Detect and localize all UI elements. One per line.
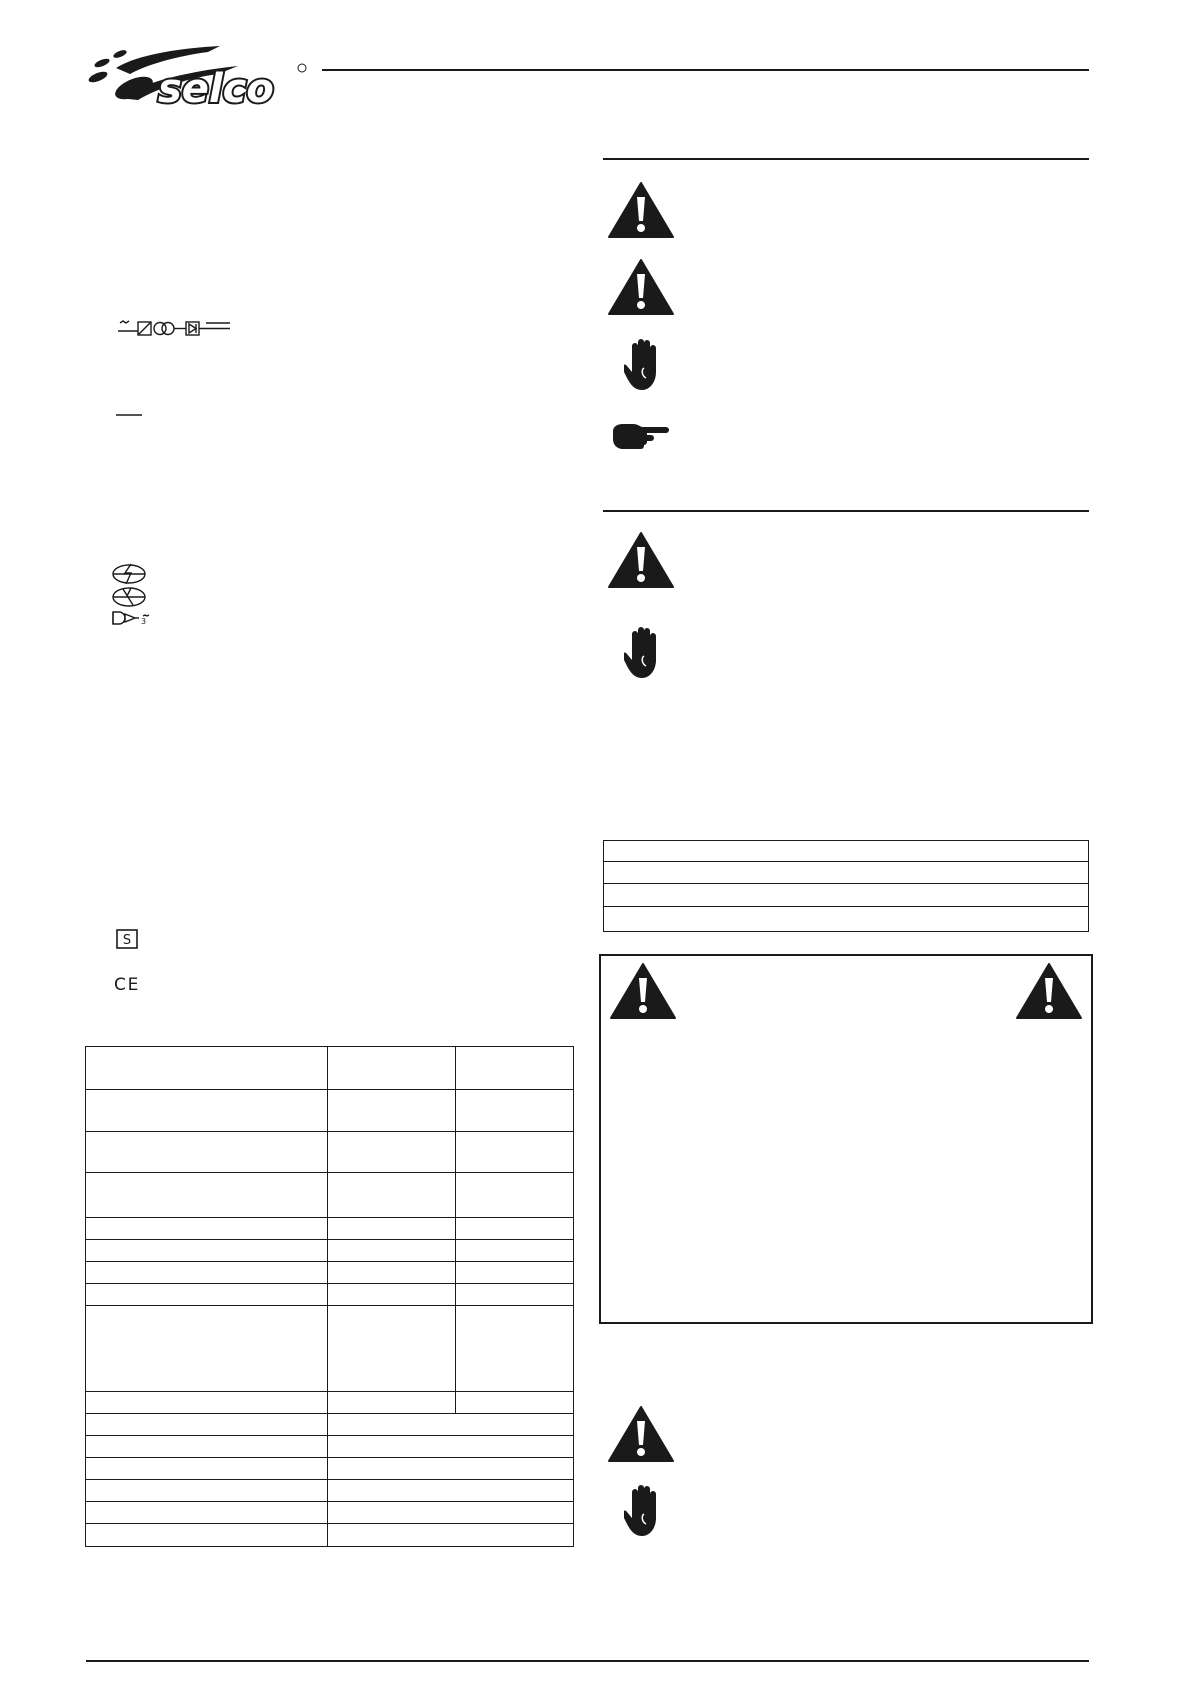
table-row	[86, 1132, 574, 1173]
warning-triangle-icon	[607, 258, 675, 316]
mma-welding-icon	[111, 563, 147, 585]
table-row	[86, 1414, 574, 1436]
ce-mark-icon	[114, 975, 140, 993]
stop-hand-icon	[624, 626, 660, 680]
s-mark-icon	[116, 929, 138, 949]
table-row	[86, 1392, 574, 1414]
table-row	[86, 1047, 574, 1090]
table-row	[86, 1240, 574, 1262]
section-rule	[603, 158, 1089, 160]
table-row	[86, 1436, 574, 1458]
table-row	[86, 1524, 574, 1547]
dc-output-icon	[116, 412, 142, 420]
table-row	[86, 1458, 574, 1480]
table-row	[604, 841, 1089, 862]
warning-triangle-icon	[607, 531, 675, 589]
table-row	[86, 1306, 574, 1392]
three-phase-supply-icon	[111, 610, 163, 626]
table-row	[604, 862, 1089, 884]
table-row	[86, 1218, 574, 1240]
stop-hand-icon	[624, 1484, 660, 1538]
stop-hand-icon	[624, 338, 660, 392]
info-table	[603, 840, 1089, 932]
svg-text:3: 3	[141, 617, 147, 626]
inverter-block-diagram-icon	[118, 317, 230, 337]
warning-triangle-icon	[607, 181, 675, 239]
table-row	[86, 1284, 574, 1306]
footer-rule	[86, 1660, 1089, 1662]
table-row	[604, 907, 1089, 932]
table-row	[86, 1090, 574, 1132]
pointing-hand-icon	[611, 421, 669, 451]
header-rule	[322, 69, 1089, 71]
svg-text:selco: selco	[158, 66, 274, 110]
table-row	[86, 1173, 574, 1218]
selco-logo	[88, 44, 310, 110]
svg-text:C E: C E	[114, 975, 139, 993]
table-row	[86, 1480, 574, 1502]
table-row	[86, 1502, 574, 1524]
warning-triangle-icon	[609, 962, 677, 1020]
warning-triangle-icon	[1015, 962, 1083, 1020]
table-row	[86, 1262, 574, 1284]
tig-welding-icon	[111, 586, 147, 608]
table-row	[604, 884, 1089, 907]
svg-text:S: S	[122, 933, 132, 948]
section-rule	[603, 510, 1089, 512]
spec-table	[85, 1046, 574, 1547]
warning-triangle-icon	[607, 1405, 675, 1463]
